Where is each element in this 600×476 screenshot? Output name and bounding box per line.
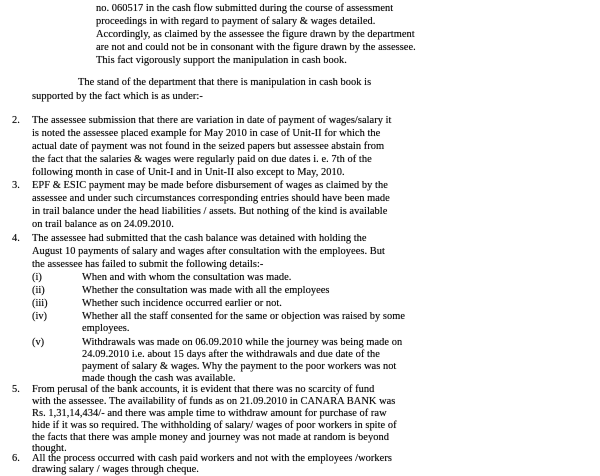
intro-line: Accordingly, as claimed by the assessee the figure drawn by the department — [96, 29, 415, 40]
subitem-line: payment of salary & wages. Why the payment to the poor workers was not — [82, 361, 397, 372]
subitem-number: (iii) — [32, 298, 48, 309]
item-line: actual date of payment was not found in the seized papers but assessee abstain from — [32, 141, 385, 152]
item-line: is noted the assessee placed example for May 2010 in case of Unit-II for which the — [32, 128, 381, 139]
item-line: The assessee had submitted that the cash balance was detained with holding the — [32, 233, 367, 244]
subitem-line: Whether such incidence occurred earlier or not. — [82, 298, 282, 309]
item-line: on trail balance as on 24.09.2010. — [32, 219, 174, 230]
item-line: hide if it was so required. The withholding of salary/ wages of poor workers in spite of — [32, 420, 397, 431]
subitem-line: employees. — [82, 323, 130, 334]
item-line: EPF & ESIC payment may be made before disbursement of wages as claimed by the — [32, 180, 388, 191]
subitem-line: Whether the consultation was made with all the employees — [82, 285, 330, 296]
item-line: assessee and under such circumstances corresponding entries should have been made — [32, 193, 390, 204]
item-line: the fact that the salaries & wages were regularly paid on due dates i. e. 7th of the — [32, 154, 372, 165]
item-number: 4. — [12, 233, 20, 244]
subitem-number: (ii) — [32, 285, 45, 296]
item-line: in trail balance under the head liabilities / assets. But nothing of the kind is available — [32, 206, 388, 217]
item-line: following month in case of Unit-I and in Unit-II also except to May, 2010. — [32, 167, 345, 178]
item-line: drawing salary / wages through cheque. — [32, 464, 199, 475]
item-line: the facts that there was ample money and journey was not made at random is beyond — [32, 432, 389, 443]
stand-line: The stand of the department that there is manipulation in cash book is — [78, 77, 372, 88]
item-number: 3. — [12, 180, 20, 191]
item-number: 2. — [12, 115, 20, 126]
subitem-line: 24.09.2010 i.e. about 15 days after the withdrawals and due date of the — [82, 349, 380, 360]
item-line: Rs. 1,31,14,434/- and there was ample time to withdraw amount for purchase of raw — [32, 408, 387, 419]
item-line: The assessee submission that there are variation in date of payment of wages/salary it — [32, 115, 392, 126]
subitem-number: (iv) — [32, 311, 48, 322]
item-line: thought. — [32, 443, 67, 454]
intro-line: no. 060517 in the cash flow submitted during the course of assessment — [96, 3, 394, 14]
item-number: 6. — [12, 453, 20, 464]
subitem-number: (v) — [32, 337, 45, 348]
item-line: the assessee has failed to submit the following details:- — [32, 259, 264, 270]
stand-line: supported by the fact which is as under:- — [32, 91, 203, 102]
item-line: From perusal of the bank accounts, it is evident that there was no scarcity of fund — [32, 384, 375, 395]
item-line: All the process occurred with cash paid workers and not with the employees /workers — [32, 453, 392, 464]
subitem-line: Whether all the staff consented for the same or objection was raised by some — [82, 311, 406, 322]
subitem-line: Withdrawals was made on 06.09.2010 while the journey was being made on — [82, 337, 403, 348]
intro-line: are not and could not be in consonant with the figure drawn by the assessee. — [96, 42, 416, 53]
subitem-number: (i) — [32, 272, 42, 283]
subitem-line: When and with whom the consultation was made. — [82, 272, 292, 283]
item-line: August 10 payments of salary and wages after consultation with the employees. But — [32, 246, 385, 257]
item-number: 5. — [12, 384, 20, 395]
item-line: with the assessee. The availability of funds as on 21.09.2010 in CANARA BANK was — [32, 396, 396, 407]
intro-line: proceedings in with regard to payment of salary & wages detailed. — [96, 16, 376, 27]
intro-line: This fact vigorously support the manipulation in cash book. — [96, 55, 347, 66]
subitem-line: made though the cash was available. — [82, 373, 236, 384]
